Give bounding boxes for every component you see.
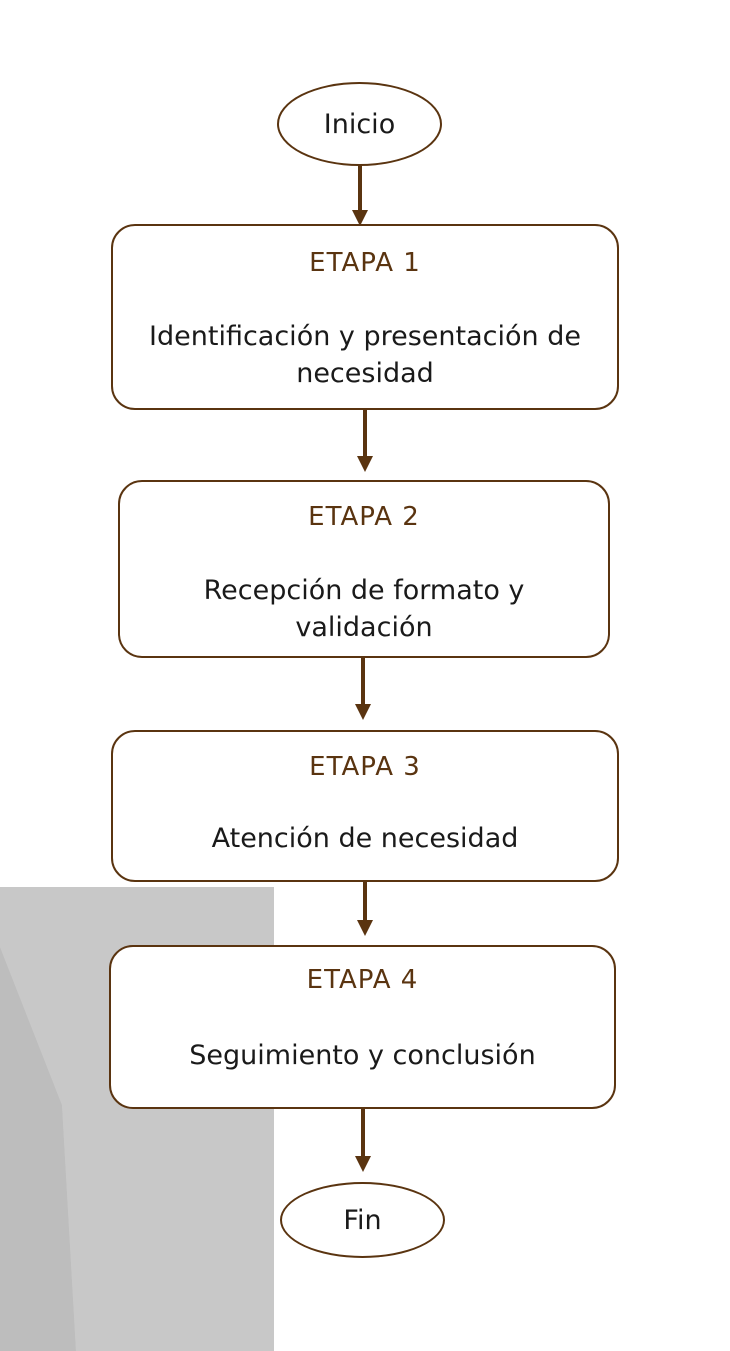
stage-4-box xyxy=(109,945,616,1109)
start-label: Inicio xyxy=(323,108,396,140)
arrowhead-stage2-to-stage3 xyxy=(355,704,371,720)
stage-1-title: ETAPA 1 xyxy=(309,248,421,278)
arrowhead-stage4-to-end xyxy=(355,1156,371,1172)
stage-3-description: Atención de necesidad xyxy=(211,823,519,854)
arrowhead-stage3-to-stage4 xyxy=(357,920,373,936)
stage-2-title: ETAPA 2 xyxy=(308,502,420,532)
start-node xyxy=(277,82,442,166)
stage-1-box xyxy=(111,224,619,410)
stage-4-title: ETAPA 4 xyxy=(306,965,419,995)
stage-1-description: Identificación y presentación de necesidad xyxy=(149,321,581,389)
stage-2-description: Recepción de formato y validación xyxy=(203,575,525,643)
end-label: Fin xyxy=(343,1204,382,1236)
stage-2-box xyxy=(118,480,610,658)
arrowhead-stage1-to-stage2 xyxy=(357,456,373,472)
stage-3-title: ETAPA 3 xyxy=(309,752,421,782)
stage-4-description: Seguimiento y conclusión xyxy=(189,1040,536,1071)
end-node xyxy=(280,1182,445,1258)
stage-3-box xyxy=(111,730,619,882)
